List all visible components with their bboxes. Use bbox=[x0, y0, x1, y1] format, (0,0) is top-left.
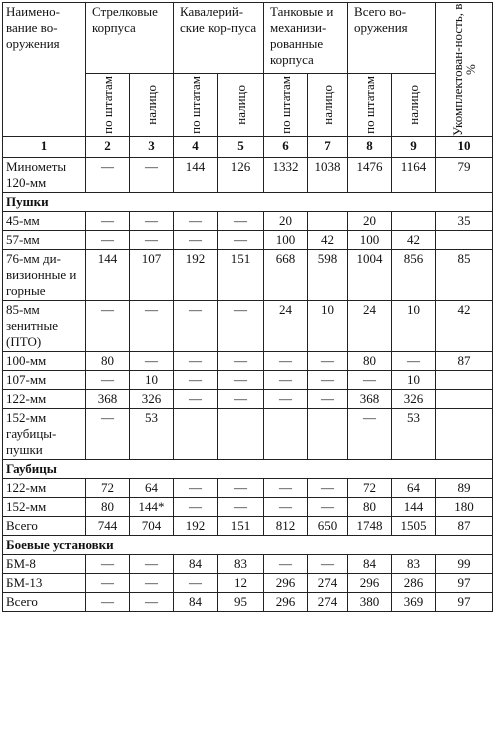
column-number: 4 bbox=[174, 137, 218, 158]
value-cell: 296 bbox=[348, 574, 392, 593]
value-cell: — bbox=[130, 158, 174, 193]
value-cell: 144 bbox=[392, 498, 436, 517]
value-cell: — bbox=[218, 479, 264, 498]
table-row bbox=[3, 250, 493, 301]
subheader-planned: по штатам bbox=[86, 74, 130, 137]
value-cell: — bbox=[174, 301, 218, 352]
section-row bbox=[3, 536, 493, 555]
table-row bbox=[3, 212, 493, 231]
value-cell: 1332 bbox=[264, 158, 308, 193]
value-cell: — bbox=[264, 352, 308, 371]
value-cell: 296 bbox=[264, 574, 308, 593]
table-row bbox=[3, 574, 493, 593]
value-cell: 151 bbox=[218, 517, 264, 536]
value-cell: 1476 bbox=[348, 158, 392, 193]
value-cell: 100 bbox=[264, 231, 308, 250]
value-cell: 1038 bbox=[308, 158, 348, 193]
value-cell: — bbox=[174, 371, 218, 390]
value-cell bbox=[436, 409, 493, 460]
table-row bbox=[3, 517, 493, 536]
subheader-planned: по штатам bbox=[174, 74, 218, 137]
value-cell bbox=[392, 212, 436, 231]
value-cell: — bbox=[264, 479, 308, 498]
weapon-name-cell: Всего bbox=[3, 593, 86, 612]
value-cell: — bbox=[86, 212, 130, 231]
value-cell: 84 bbox=[174, 555, 218, 574]
value-cell: 326 bbox=[392, 390, 436, 409]
value-cell: — bbox=[218, 231, 264, 250]
table-row bbox=[3, 158, 493, 193]
weapon-name-cell: БМ-13 bbox=[3, 574, 86, 593]
value-cell: — bbox=[218, 301, 264, 352]
value-cell: 64 bbox=[130, 479, 174, 498]
value-cell: 12 bbox=[218, 574, 264, 593]
value-cell: 192 bbox=[174, 250, 218, 301]
value-cell: 1164 bbox=[392, 158, 436, 193]
column-number: 9 bbox=[392, 137, 436, 158]
weapon-name-cell: Минометы 120-мм bbox=[3, 158, 86, 193]
table-row bbox=[3, 231, 493, 250]
value-cell: — bbox=[86, 409, 130, 460]
value-cell: 80 bbox=[86, 352, 130, 371]
value-cell: — bbox=[130, 231, 174, 250]
weapons-table bbox=[2, 2, 493, 612]
value-cell: 20 bbox=[264, 212, 308, 231]
value-cell: 64 bbox=[392, 479, 436, 498]
value-cell: 24 bbox=[264, 301, 308, 352]
value-cell: — bbox=[308, 555, 348, 574]
value-cell: — bbox=[308, 479, 348, 498]
subheader-planned: по штатам bbox=[348, 74, 392, 137]
value-cell: — bbox=[130, 352, 174, 371]
value-cell: 24 bbox=[348, 301, 392, 352]
weapon-name-cell: 152-мм bbox=[3, 498, 86, 517]
value-cell: — bbox=[348, 409, 392, 460]
value-cell: 1505 bbox=[392, 517, 436, 536]
header-completeness: Укомплектован-ность, в % bbox=[436, 3, 493, 137]
weapon-name-cell: 45-мм bbox=[3, 212, 86, 231]
table-row bbox=[3, 593, 493, 612]
value-cell: 144* bbox=[130, 498, 174, 517]
value-cell: — bbox=[174, 352, 218, 371]
value-cell: 144 bbox=[174, 158, 218, 193]
weapon-name-cell: 85-мм зенитные (ПТО) bbox=[3, 301, 86, 352]
table-row bbox=[3, 301, 493, 352]
value-cell bbox=[436, 371, 493, 390]
subheader-actual: налицо bbox=[130, 74, 174, 137]
weapon-name-cell: 122-мм bbox=[3, 390, 86, 409]
value-cell: 704 bbox=[130, 517, 174, 536]
value-cell: 97 bbox=[436, 574, 493, 593]
section-title: Пушки bbox=[3, 193, 493, 212]
value-cell: 192 bbox=[174, 517, 218, 536]
value-cell: 72 bbox=[348, 479, 392, 498]
value-cell: 380 bbox=[348, 593, 392, 612]
value-cell: — bbox=[218, 352, 264, 371]
value-cell: 10 bbox=[308, 301, 348, 352]
table-row bbox=[3, 555, 493, 574]
value-cell: — bbox=[174, 574, 218, 593]
subheader-actual: налицо bbox=[392, 74, 436, 137]
value-cell bbox=[218, 409, 264, 460]
value-cell: — bbox=[264, 371, 308, 390]
value-cell: — bbox=[174, 231, 218, 250]
value-cell: — bbox=[86, 555, 130, 574]
value-cell: — bbox=[174, 498, 218, 517]
table-body bbox=[3, 158, 493, 612]
value-cell: 369 bbox=[392, 593, 436, 612]
value-cell: — bbox=[218, 498, 264, 517]
value-cell: 744 bbox=[86, 517, 130, 536]
weapon-name-cell: 76-мм ди-визионные и горные bbox=[3, 250, 86, 301]
header-rifle-corps: Стрелковые корпуса bbox=[86, 3, 174, 74]
value-cell: — bbox=[174, 390, 218, 409]
value-cell: 83 bbox=[218, 555, 264, 574]
value-cell: — bbox=[264, 555, 308, 574]
value-cell: — bbox=[130, 301, 174, 352]
value-cell: — bbox=[86, 574, 130, 593]
value-cell: 87 bbox=[436, 517, 493, 536]
value-cell: 84 bbox=[348, 555, 392, 574]
value-cell: 53 bbox=[130, 409, 174, 460]
value-cell: — bbox=[130, 574, 174, 593]
value-cell: 1004 bbox=[348, 250, 392, 301]
table-row bbox=[3, 409, 493, 460]
subheader-actual: налицо bbox=[308, 74, 348, 137]
value-cell bbox=[174, 409, 218, 460]
weapon-name-cell: 107-мм bbox=[3, 371, 86, 390]
value-cell: — bbox=[86, 301, 130, 352]
value-cell: 72 bbox=[86, 479, 130, 498]
value-cell: 85 bbox=[436, 250, 493, 301]
header-tank-mech-corps: Танковые и механизи-рованные корпуса bbox=[264, 3, 348, 74]
value-cell: 296 bbox=[264, 593, 308, 612]
weapon-name-cell: 57-мм bbox=[3, 231, 86, 250]
value-cell: — bbox=[308, 498, 348, 517]
value-cell: — bbox=[86, 158, 130, 193]
value-cell: 10 bbox=[392, 371, 436, 390]
header-cavalry-corps: Кавалерий-ские кор-пуса bbox=[174, 3, 264, 74]
value-cell: — bbox=[218, 212, 264, 231]
column-number: 6 bbox=[264, 137, 308, 158]
value-cell: — bbox=[86, 231, 130, 250]
value-cell: — bbox=[308, 352, 348, 371]
value-cell: — bbox=[86, 371, 130, 390]
value-cell: 84 bbox=[174, 593, 218, 612]
column-number-row bbox=[3, 137, 493, 158]
weapon-name-cell: 152-мм гаубицы-пушки bbox=[3, 409, 86, 460]
value-cell: 668 bbox=[264, 250, 308, 301]
value-cell bbox=[264, 409, 308, 460]
value-cell: — bbox=[308, 371, 348, 390]
value-cell: — bbox=[130, 212, 174, 231]
value-cell: 83 bbox=[392, 555, 436, 574]
value-cell bbox=[436, 231, 493, 250]
value-cell: 126 bbox=[218, 158, 264, 193]
section-row bbox=[3, 460, 493, 479]
value-cell: 10 bbox=[392, 301, 436, 352]
table-row bbox=[3, 371, 493, 390]
value-cell: 286 bbox=[392, 574, 436, 593]
value-cell: 80 bbox=[348, 498, 392, 517]
value-cell: 20 bbox=[348, 212, 392, 231]
value-cell: 368 bbox=[86, 390, 130, 409]
weapon-name-cell: Всего bbox=[3, 517, 86, 536]
value-cell: — bbox=[264, 390, 308, 409]
header-weapon-name: Наимено-вание во-оружения bbox=[3, 3, 86, 137]
value-cell: 42 bbox=[308, 231, 348, 250]
column-number: 2 bbox=[86, 137, 130, 158]
column-number: 10 bbox=[436, 137, 493, 158]
section-row bbox=[3, 193, 493, 212]
value-cell: 100 bbox=[348, 231, 392, 250]
value-cell: 35 bbox=[436, 212, 493, 231]
value-cell bbox=[308, 212, 348, 231]
table-row bbox=[3, 479, 493, 498]
value-cell: 89 bbox=[436, 479, 493, 498]
column-number: 3 bbox=[130, 137, 174, 158]
subheader-planned: по штатам bbox=[264, 74, 308, 137]
table-header bbox=[3, 3, 493, 158]
column-number: 5 bbox=[218, 137, 264, 158]
column-number: 7 bbox=[308, 137, 348, 158]
table-row bbox=[3, 498, 493, 517]
value-cell: — bbox=[348, 371, 392, 390]
weapon-name-cell: 122-мм bbox=[3, 479, 86, 498]
value-cell: 80 bbox=[86, 498, 130, 517]
value-cell: 42 bbox=[436, 301, 493, 352]
value-cell: — bbox=[218, 390, 264, 409]
table-row bbox=[3, 390, 493, 409]
value-cell: 107 bbox=[130, 250, 174, 301]
value-cell: 10 bbox=[130, 371, 174, 390]
value-cell: 274 bbox=[308, 593, 348, 612]
value-cell: 87 bbox=[436, 352, 493, 371]
value-cell: 368 bbox=[348, 390, 392, 409]
value-cell: — bbox=[130, 555, 174, 574]
value-cell: — bbox=[174, 479, 218, 498]
value-cell: 650 bbox=[308, 517, 348, 536]
value-cell: 1748 bbox=[348, 517, 392, 536]
value-cell: — bbox=[264, 498, 308, 517]
weapon-name-cell: БМ-8 bbox=[3, 555, 86, 574]
value-cell: 80 bbox=[348, 352, 392, 371]
value-cell: 53 bbox=[392, 409, 436, 460]
value-cell bbox=[308, 409, 348, 460]
section-title: Гаубицы bbox=[3, 460, 493, 479]
weapon-name-cell: 100-мм bbox=[3, 352, 86, 371]
value-cell: 598 bbox=[308, 250, 348, 301]
column-number: 1 bbox=[3, 137, 86, 158]
value-cell: — bbox=[130, 593, 174, 612]
value-cell: 144 bbox=[86, 250, 130, 301]
value-cell: — bbox=[218, 371, 264, 390]
header-total-weapons: Всего во-оружения bbox=[348, 3, 436, 74]
value-cell: 42 bbox=[392, 231, 436, 250]
section-title: Боевые установки bbox=[3, 536, 493, 555]
value-cell: 180 bbox=[436, 498, 493, 517]
value-cell: 812 bbox=[264, 517, 308, 536]
value-cell: 99 bbox=[436, 555, 493, 574]
value-cell: 274 bbox=[308, 574, 348, 593]
value-cell: 97 bbox=[436, 593, 493, 612]
value-cell: — bbox=[392, 352, 436, 371]
value-cell: 856 bbox=[392, 250, 436, 301]
column-number: 8 bbox=[348, 137, 392, 158]
table-row bbox=[3, 352, 493, 371]
value-cell bbox=[436, 390, 493, 409]
value-cell: — bbox=[308, 390, 348, 409]
value-cell: — bbox=[86, 593, 130, 612]
value-cell: 79 bbox=[436, 158, 493, 193]
value-cell: 326 bbox=[130, 390, 174, 409]
value-cell: 95 bbox=[218, 593, 264, 612]
value-cell: 151 bbox=[218, 250, 264, 301]
subheader-actual: налицо bbox=[218, 74, 264, 137]
value-cell: — bbox=[174, 212, 218, 231]
